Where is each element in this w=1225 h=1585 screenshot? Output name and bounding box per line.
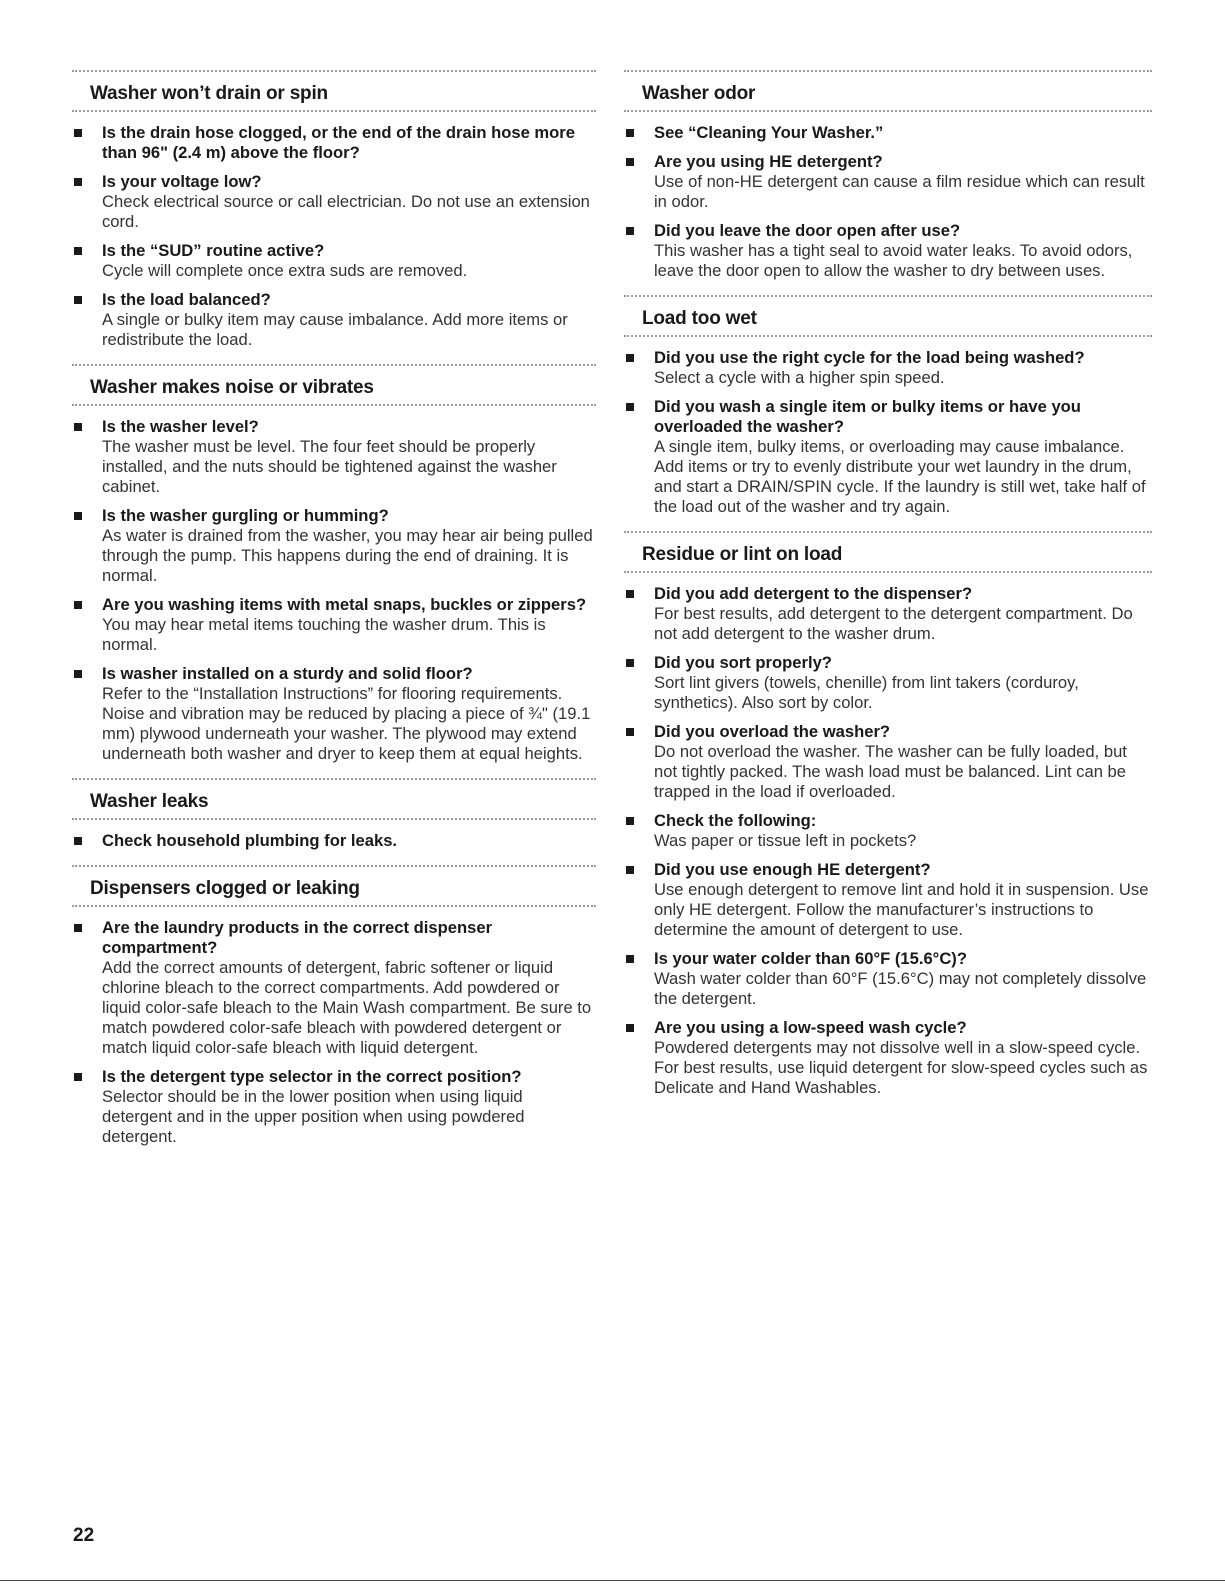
square-bullet-icon [626, 659, 634, 667]
section-header [72, 778, 596, 820]
list-item [72, 172, 596, 232]
question-text: Did you use enough HE detergent? [654, 860, 931, 879]
square-bullet-icon [626, 403, 634, 411]
section-header [624, 295, 1152, 337]
square-bullet-icon [626, 817, 634, 825]
square-bullet-icon [74, 924, 82, 932]
square-bullet-icon [74, 296, 82, 304]
section-header [72, 865, 596, 907]
answer-text: For best results, add detergent to the detergent compartment. Do not add detergent to the washer drum. [654, 604, 1133, 643]
list-item [72, 123, 596, 163]
answer-text: You may hear metal items touching the washer drum. This is normal. [102, 615, 546, 654]
square-bullet-icon [74, 1073, 82, 1081]
list-item [624, 722, 1152, 802]
square-bullet-icon [626, 728, 634, 736]
square-bullet-icon [626, 1024, 634, 1032]
section-title: Washer makes noise or vibrates [90, 377, 374, 398]
section-title: Dispensers clogged or leaking [90, 878, 360, 899]
square-bullet-icon [626, 590, 634, 598]
section-title: Washer odor [642, 83, 756, 104]
list-item [624, 397, 1152, 517]
list-item [624, 860, 1152, 940]
question-text: Is the washer gurgling or humming? [102, 506, 389, 525]
section-title: Residue or lint on load [642, 544, 843, 565]
section-load-too-wet [624, 295, 1152, 517]
answer-text: Do not overload the washer. The washer can be fully loaded, but not tightly packed. The wash load must be balanced. Lint can be trapped in the load if overloaded. [654, 742, 1127, 801]
question-text: Are you using HE detergent? [654, 152, 883, 171]
answer-text: As water is drained from the washer, you may hear air being pulled through the pump. This happens during the end of draining. It is normal. [102, 526, 593, 585]
section-header [624, 70, 1152, 112]
square-bullet-icon [626, 227, 634, 235]
square-bullet-icon [74, 601, 82, 609]
section-header [72, 70, 596, 112]
list-item [72, 290, 596, 350]
right-column [624, 70, 1152, 1112]
section-washer-odor [624, 70, 1152, 281]
square-bullet-icon [74, 247, 82, 255]
question-text: Did you leave the door open after use? [654, 221, 961, 240]
section-washer-makes-noise-or-vibrates [72, 364, 596, 764]
list-item [72, 664, 596, 764]
section-residue-or-lint-on-load [624, 531, 1152, 1098]
answer-text: Wash water colder than 60°F (15.6°C) may not completely dissolve the detergent. [654, 969, 1147, 1008]
square-bullet-icon [74, 423, 82, 431]
question-text: Is the drain hose clogged, or the end of the drain hose more than 96" (2.4 m) above the floor? [102, 123, 575, 162]
question-text: Is the detergent type selector in the correct position? [102, 1067, 522, 1086]
list-item [72, 417, 596, 497]
list-item [624, 152, 1152, 212]
section-header [624, 531, 1152, 573]
section-washer-won-t-drain-or-spin [72, 70, 596, 350]
question-text: Did you wash a single item or bulky items or have you overloaded the washer? [654, 397, 1081, 436]
list-item [72, 1067, 596, 1147]
square-bullet-icon [626, 955, 634, 963]
question-text: Is the washer level? [102, 417, 259, 436]
list-item [624, 221, 1152, 281]
question-text: Are you using a low-speed wash cycle? [654, 1018, 967, 1037]
section-title: Washer leaks [90, 791, 209, 812]
question-text: Check household plumbing for leaks. [102, 831, 398, 850]
answer-text: Was paper or tissue left in pockets? [654, 831, 917, 850]
list-item [72, 918, 596, 1058]
question-text: Is the “SUD” routine active? [102, 241, 325, 260]
left-column [72, 70, 596, 1161]
answer-text: Check electrical source or call electrician. Do not use an extension cord. [102, 192, 590, 231]
list-item [624, 1018, 1152, 1098]
section-title: Load too wet [642, 308, 757, 329]
answer-text: Use enough detergent to remove lint and hold it in suspension. Use only HE detergent. Follow the manufacturer’s instructions to determine the amount of detergent to use. [654, 880, 1149, 939]
square-bullet-icon [626, 866, 634, 874]
list-item [624, 949, 1152, 1009]
list-item [624, 584, 1152, 644]
section-washer-leaks [72, 778, 596, 851]
answer-text: Use of non-HE detergent can cause a film residue which can result in odor. [654, 172, 1145, 211]
question-text: Check the following: [654, 811, 817, 830]
section-dispensers-clogged-or-leaking [72, 865, 596, 1147]
question-text: Is the load balanced? [102, 290, 271, 309]
question-text: Did you overload the washer? [654, 722, 891, 741]
answer-text: A single item, bulky items, or overloading may cause imbalance. Add items or try to evenly distribute your wet laundry in the drum, and start a DRAIN/SPIN cycle. If the laundry is still wet, take half of the load out of the washer and try again. [654, 437, 1146, 516]
answer-text: Refer to the “Installation Instructions” for flooring requirements. Noise and vibration may be reduced by placing a piece of ¾" (19.1 mm) plywood underneath your washer. The plywood may extend underneath both washer and dryer to keep them at equal heights. [102, 684, 591, 763]
list-item [624, 653, 1152, 713]
answer-text: Powdered detergents may not dissolve well in a slow-speed cycle. For best results, use liquid detergent for slow-speed cycles such as Delicate and Hand Washables. [654, 1038, 1148, 1097]
question-text: Are the laundry products in the correct dispenser compartment? [102, 918, 493, 957]
square-bullet-icon [626, 158, 634, 166]
square-bullet-icon [74, 837, 82, 845]
square-bullet-icon [74, 670, 82, 678]
section-header [72, 364, 596, 406]
list-item [72, 595, 596, 655]
question-text: Is washer installed on a sturdy and solid floor? [102, 664, 473, 683]
answer-text: The washer must be level. The four feet should be properly installed, and the nuts should be tightened against the washer cabinet. [102, 437, 557, 496]
section-title: Washer won’t drain or spin [90, 83, 328, 104]
question-text: Is your voltage low? [102, 172, 262, 191]
list-item [72, 241, 596, 281]
square-bullet-icon [626, 354, 634, 362]
question-text: Did you sort properly? [654, 653, 832, 672]
list-item [624, 348, 1152, 388]
question-text: See “Cleaning Your Washer.” [654, 123, 884, 142]
answer-text: Select a cycle with a higher spin speed. [654, 368, 945, 387]
answer-text: Sort lint givers (towels, chenille) from lint takers (corduroy, synthetics). Also sort by color. [654, 673, 1079, 712]
answer-text: This washer has a tight seal to avoid water leaks. To avoid odors, leave the door open to allow the washer to dry between uses. [654, 241, 1133, 280]
list-item [72, 831, 596, 851]
list-item [624, 811, 1152, 851]
answer-text: Selector should be in the lower position when using liquid detergent and in the upper position when using powdered detergent. [102, 1087, 525, 1146]
answer-text: A single or bulky item may cause imbalance. Add more items or redistribute the load. [102, 310, 568, 349]
list-item [624, 123, 1152, 143]
question-text: Are you washing items with metal snaps, buckles or zippers? [102, 595, 587, 614]
square-bullet-icon [74, 512, 82, 520]
square-bullet-icon [74, 129, 82, 137]
square-bullet-icon [74, 178, 82, 186]
question-text: Is your water colder than 60°F (15.6°C)? [654, 949, 967, 968]
list-item [72, 506, 596, 586]
answer-text: Cycle will complete once extra suds are removed. [102, 261, 468, 280]
square-bullet-icon [626, 129, 634, 137]
question-text: Did you add detergent to the dispenser? [654, 584, 973, 603]
answer-text: Add the correct amounts of detergent, fabric softener or liquid chlorine bleach to the correct compartments. Add powdered or liquid color-safe bleach to the Main Wash compartment. Be sure to match powdered color-safe bleach with powdered detergent or match liquid color-safe bleach with liquid detergent. [102, 958, 592, 1057]
page-number: 22 [73, 1525, 95, 1546]
bottom-rule [0, 1580, 1225, 1581]
question-text: Did you use the right cycle for the load being washed? [654, 348, 1085, 367]
